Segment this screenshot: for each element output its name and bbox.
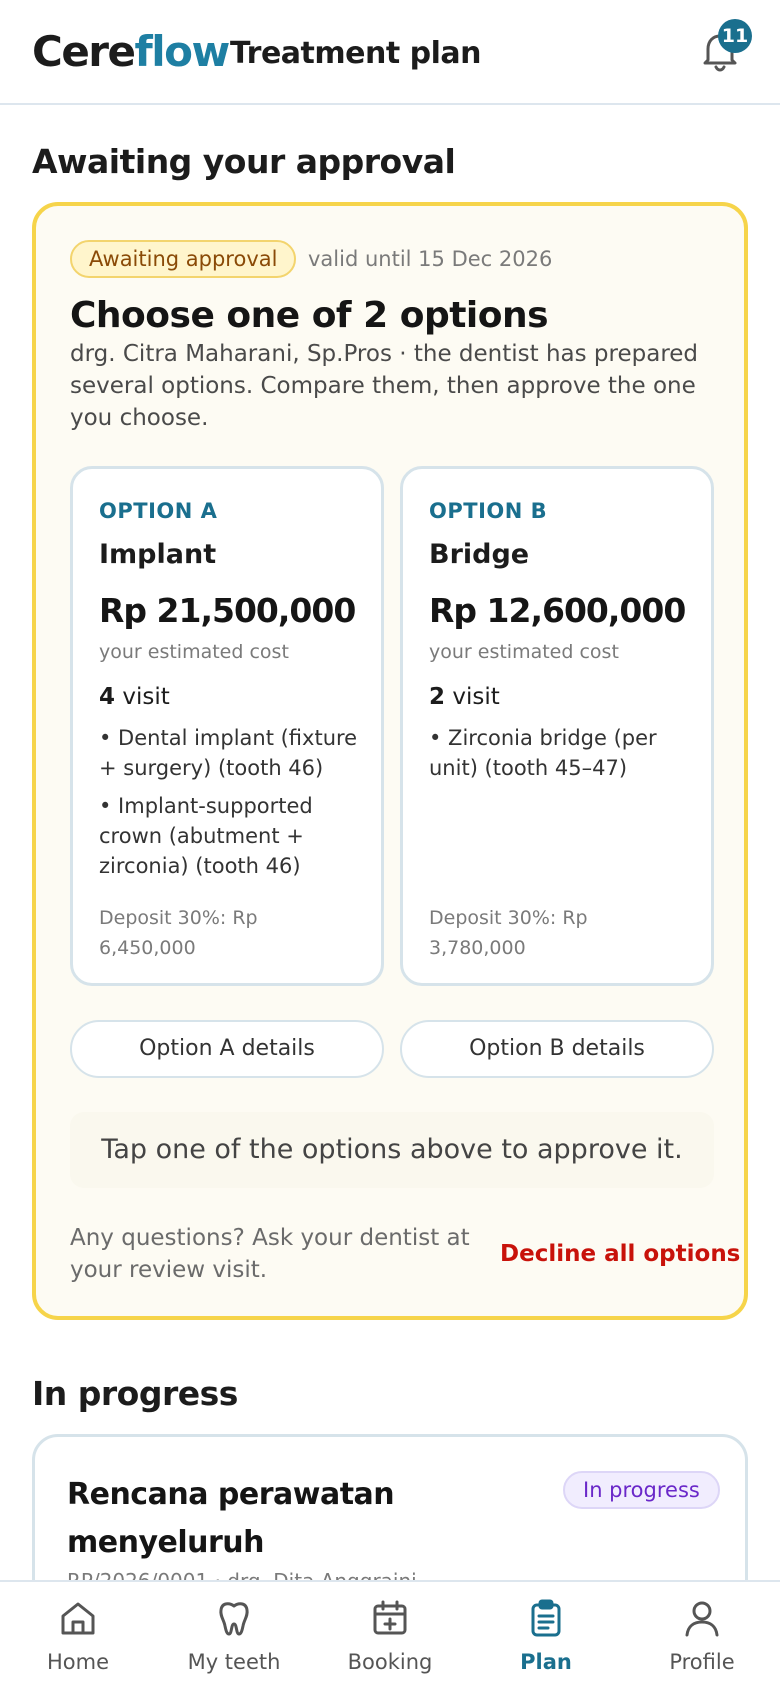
list-item: • Implant-supported crown (abutment + zirconia) (tooth 46) (99, 794, 313, 878)
option-price: Rp 12,600,000 (429, 591, 686, 630)
option-deposit: Deposit 30%: Rp 6,450,000 (99, 907, 258, 959)
nav-item-booking[interactable] (312, 1582, 468, 1688)
options-intro: drg. Citra Maharani, Sp.Pros · the dentist has prepared several options. Compare them, then approve the one you choose. (70, 341, 699, 431)
tooth-icon (214, 1598, 254, 1638)
nav-label: Plan (520, 1650, 572, 1674)
option-estimate-label: your estimated cost (99, 641, 289, 663)
option-a-details-button[interactable]: Option A details (70, 1020, 384, 1078)
option-visits: 2 visit (429, 684, 500, 710)
notification-count-badge: 11 (718, 19, 752, 53)
questions-text: Any questions? Ask your dentist at your review visit. (70, 1225, 470, 1283)
nav-label: Booking (347, 1650, 433, 1674)
app-header (0, 0, 780, 105)
tap-hint: Tap one of the options above to approve it. (70, 1112, 714, 1188)
section-title-awaiting: Awaiting your approval (32, 142, 456, 181)
list-item: • Zirconia bridge (per unit) (tooth 45–47) (429, 726, 657, 780)
nav-item-home[interactable] (0, 1582, 156, 1688)
decline-all-button[interactable]: Decline all options (500, 1241, 741, 1267)
user-icon (682, 1598, 722, 1638)
status-badge: In progress (563, 1471, 720, 1509)
nav-item-plan[interactable] (468, 1582, 624, 1688)
option-deposit: Deposit 30%: Rp 3,780,000 (429, 907, 588, 959)
option-card-a[interactable] (70, 466, 384, 986)
calendar-plus-icon (370, 1598, 410, 1638)
home-icon (58, 1598, 98, 1638)
list-item: • Dental implant (fixture + surgery) (tooth 46) (99, 726, 358, 780)
nav-item-profile[interactable] (624, 1582, 780, 1688)
status-badge: Awaiting approval (70, 240, 296, 278)
option-visits: 4 visit (99, 684, 170, 710)
nav-label: Home (46, 1650, 109, 1674)
nav-item-my-teeth[interactable] (156, 1582, 312, 1688)
option-items (99, 723, 359, 889)
option-name: Bridge (429, 539, 530, 570)
plan-title: Rencana perawatan menyeluruh (67, 1477, 395, 1560)
nav-label: My teeth (187, 1650, 281, 1674)
clipboard-icon (526, 1598, 566, 1638)
valid-until-text: valid until 15 Dec 2026 (308, 247, 553, 271)
options-heading: Choose one of 2 options (70, 295, 549, 336)
option-label: OPTION B (429, 499, 548, 523)
option-label: OPTION A (99, 499, 218, 523)
bottom-nav (0, 1580, 780, 1688)
approval-card (32, 202, 748, 1320)
option-name: Implant (99, 539, 217, 570)
page-title: Treatment plan (230, 36, 482, 71)
option-items (429, 723, 689, 791)
app-logo[interactable]: Cereflow (32, 27, 229, 76)
option-estimate-label: your estimated cost (429, 641, 619, 663)
option-card-b[interactable] (400, 466, 714, 986)
option-b-details-button[interactable]: Option B details (400, 1020, 714, 1078)
section-title-in-progress: In progress (32, 1374, 238, 1413)
nav-label: Profile (669, 1650, 735, 1674)
option-price: Rp 21,500,000 (99, 591, 356, 630)
